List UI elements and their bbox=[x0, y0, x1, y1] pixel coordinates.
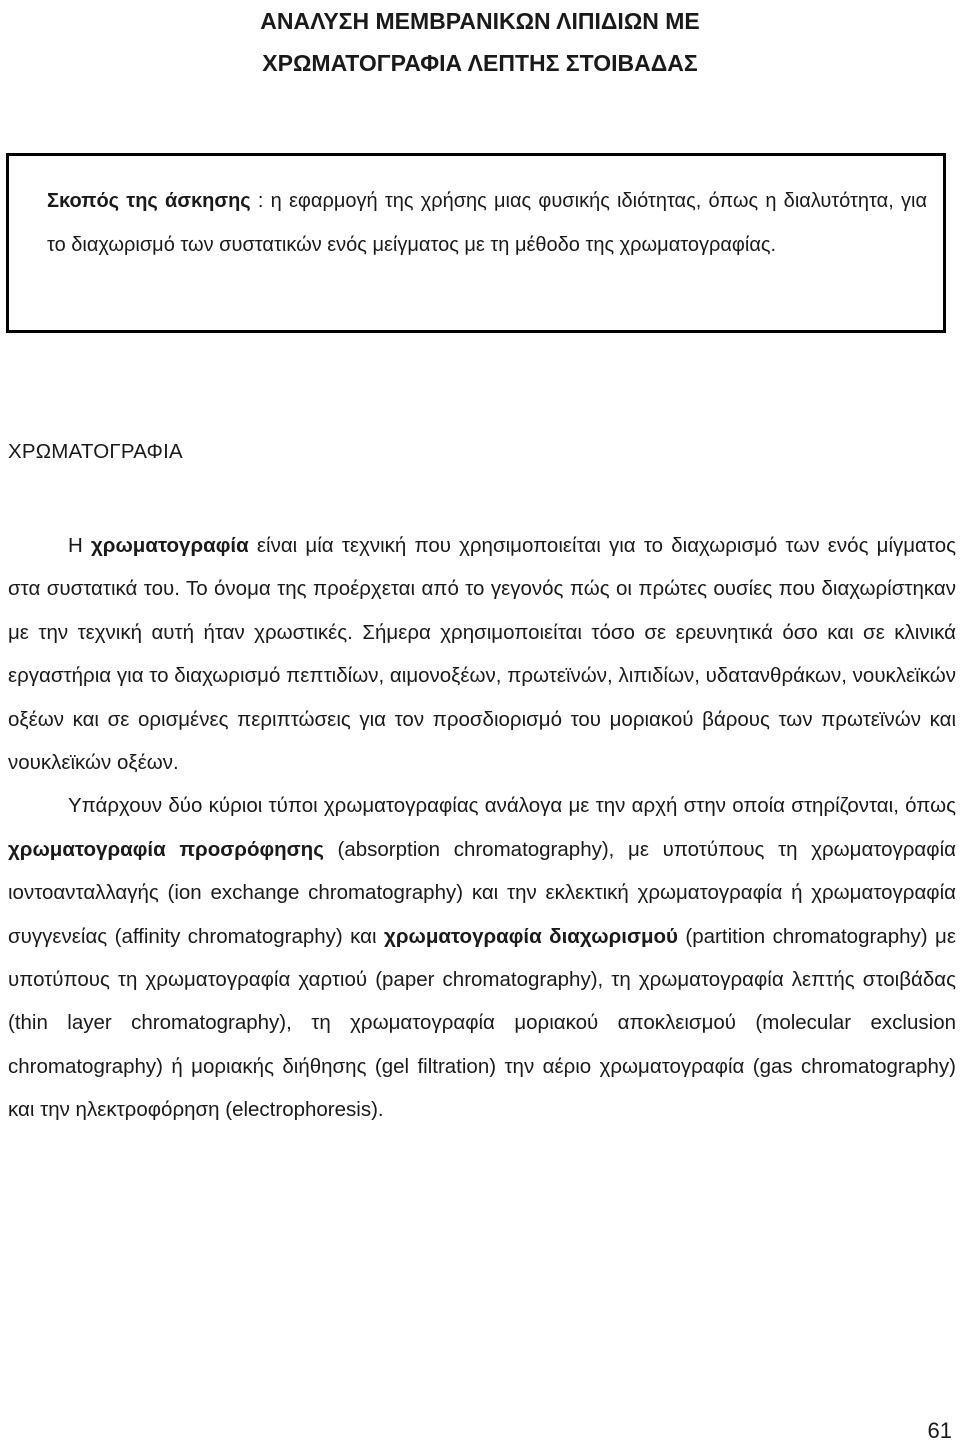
paragraph-1-lead: Η bbox=[68, 534, 91, 557]
purpose-description: : η εφαρμογή της χρήσης μιας φυσικής ιδιότητας, όπως η διαλυτότητα, για το διαχωρισμό των συστατικών ενός μείγματος με τη μέθοδο της χρωματογραφίας. bbox=[47, 190, 928, 256]
purpose-box bbox=[6, 153, 946, 333]
paragraph-1-text: είναι μία τεχνική που χρησιμοποιείται για το διαχωρισμό των ενός μίγματος στα συστατικά του. Το όνομα της προέρχεται από το γεγονός πώς οι πρώτες ουσίες που διαχωρίστηκαν με την τεχνική αυτή ήταν χρωστικές. Σήμερα χρησιμοποιείται τόσο σε ερευνητικά όσο και σε κλινικά εργαστήρια για το διαχωρισμό πεπτιδίων, αιμονοξέων, πρωτεϊνών, λιπιδίων, υδατανθράκων, νουκλεϊκών οξέων και σε ορισμένες περιπτώσεις για τον προσδιορισμό του μοριακού βάρους των πρωτεϊνών και νουκλεϊκών οξέων. bbox=[8, 534, 957, 775]
paragraph-2-part-3: (partition chromatography) με υποτύπους τη χρωματογραφία χαρτιού (paper chromatography), τη χρωματογραφία λεπτής στοιβάδας (thin layer chromatography), τη χρωματογραφία μοριακού αποκλεισμού (molecular exclusion chromatography) ή μοριακής διήθησης (gel filtration) την αέριο χρωματογραφία (gas chromatography) και την ηλεκτροφόρηση (electrophoresis). bbox=[8, 924, 956, 1122]
paragraph-2 bbox=[8, 784, 956, 1131]
page-number: 61 bbox=[927, 1418, 952, 1443]
section-heading: ΧΡΩΜΑΤΟΓΡΑΦΙΑ bbox=[8, 440, 183, 463]
term-chromatography: χρωματογραφία bbox=[91, 534, 249, 557]
paragraph-2-part-2: (absorption chromatography), με υποτύπους τη χρωματογραφία ιοντοανταλλαγής (ion exchange chromatography) και την εκλεκτική χρωματογραφία ή χρωματογραφία συγγενείας (affinity chromatography) και bbox=[8, 837, 956, 948]
term-adsorption-chromatography: χρωματογραφία προσρόφησης bbox=[8, 837, 324, 861]
title-line-1: ΑΝΑΛΥΣΗ ΜΕΜΒΡΑΝΙΚΩΝ ΛΙΠΙΔΙΩΝ ΜΕ bbox=[260, 8, 700, 34]
purpose-label: Σκοπός της άσκησης bbox=[47, 190, 251, 212]
paragraph-1 bbox=[8, 524, 956, 784]
paragraph-2-part-1: Υπάρχουν δύο κύριοι τύποι χρωματογραφίας ανάλογα με την αρχή στην οποία στηρίζονται, όπως bbox=[68, 794, 956, 818]
purpose-text bbox=[47, 180, 927, 267]
body-text bbox=[8, 524, 956, 1132]
title-line-2: ΧΡΩΜΑΤΟΓΡΑΦΙΑ ΛΕΠΤΗΣ ΣΤΟΙΒΑΔΑΣ bbox=[262, 50, 698, 76]
document-title bbox=[0, 0, 960, 84]
term-partition-chromatography: χρωματογραφία διαχωρισμού bbox=[384, 924, 678, 948]
